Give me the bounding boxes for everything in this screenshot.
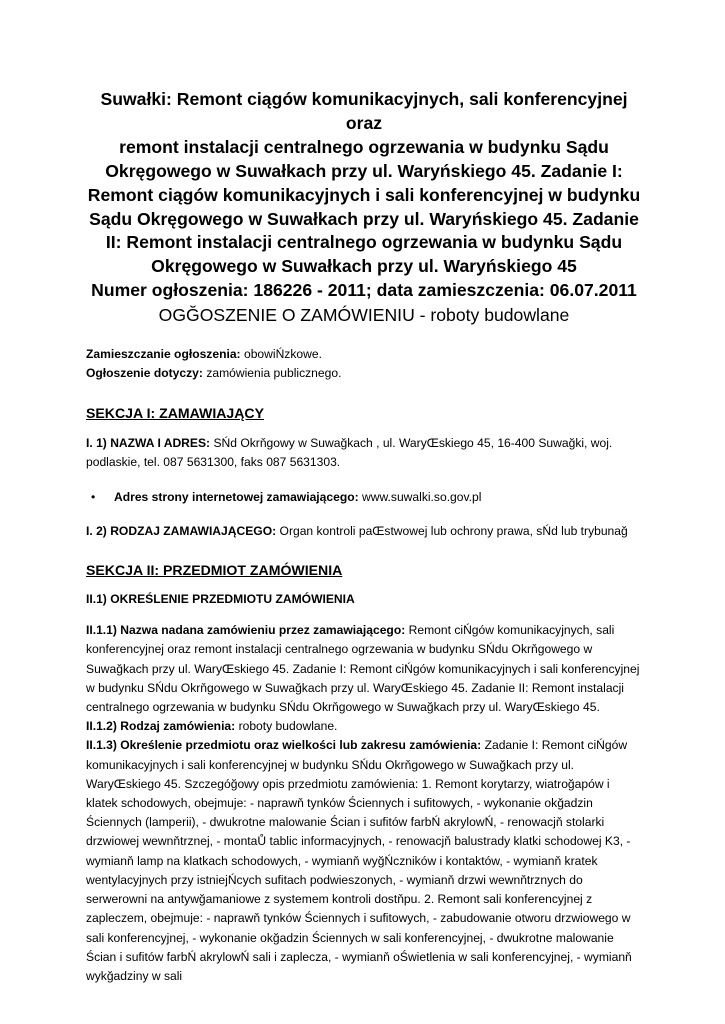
announcement-meta — [86, 345, 642, 383]
section-2-heading: SEKCJA II: PRZEDMIOT ZAMÓWIENIA — [86, 562, 343, 579]
placement-label: Zamieszczanie ogłoszenia: — [86, 347, 241, 362]
website-link[interactable]: www.suwalki.so.gov.pl — [362, 490, 482, 505]
concerns-label: Ogłoszenie dotyczy: — [86, 366, 203, 381]
authority-name-label: I. 1) NAZWA I ADRES: — [86, 436, 211, 451]
contract-scope-label: II.1.3) Określenie przedmiotu oraz wielkości lub zakresu zamówienia: — [86, 738, 482, 753]
contracting-authority-name — [86, 434, 642, 472]
contracting-authority-type — [86, 522, 642, 541]
document-title — [86, 88, 642, 303]
title-line: remont instalacji centralnego ogrzewania w budynku Sądu — [119, 136, 609, 157]
title-line: Okręgowego w Suwałkach przy ul. Waryńskiego 45. Zadanie I: — [105, 160, 623, 181]
title-line: Remont ciągów komunikacyjnych i sali konferencyjnej w budynku — [87, 184, 641, 205]
authority-contact-value: podlaskie, tel. 087 5631300, faks 087 5631303. — [86, 455, 341, 470]
website-list-item — [86, 488, 642, 507]
contract-kind-value: roboty budowlane. — [238, 719, 338, 734]
announcement-number-line: Numer ogłoszenia: 186226 - 2011; data zamieszczenia: 06.07.2011 — [91, 280, 637, 301]
section-1-heading: SEKCJA I: ZAMAWIAJĄCY — [86, 405, 265, 422]
contract-kind — [86, 717, 642, 736]
document-subtitle: OGĞOSZENIE O ZAMÓWIENIU - roboty budowlane — [158, 305, 570, 326]
placement-row — [86, 345, 642, 364]
title-line: Suwałki: Remont ciągów komunikacyjnych, sali konferencyjnej oraz — [100, 89, 628, 133]
title-line: Okręgowego w Suwałkach przy ul. Waryńskiego 45 — [151, 256, 577, 277]
authority-name-value: SŃd Okrňgowy w Suwağkach , ul. WaryŒskiego 45, 16-400 Suwağki, woj. — [213, 436, 613, 451]
authority-type-value: Organ kontroli paŒstwowej lub ochrony prawa, sŃd lub trybunağ — [279, 524, 628, 539]
contract-name-label: II.1.1) Nazwa nadana zamówieniu przez zamawiającego: — [86, 623, 406, 638]
contract-scope-value: Zadanie I: Remont ciŃgów komunikacyjnych i sali konferencyjnej w budynku SŃdu Okrňgowego w Suwağkach przy ul. WaryŒskiego 45. Szczegóğowy opis przedmiotu zamówienia: 1. Remont korytarzy, wiatroğapów i klatek schodowych, obejmuje: - naprawň tynków Ściennych i sufitowych, - wykonanie okğadzin Ściennych (lamperii), - dwukrotne malowanie Ścian i sufitów farbŃ akrylowŃ, - renowacjň stolarki drzwiowej wewnňtrznej, - montaŮ tablic informacyjnych, - renowacjň balustrady klatki schodowej K3, - wymianň lamp na klatkach schodowych, - wymianň wyğŃczników i kontaktów, - wymianň kratek wentylacyjnych przy istniejŃcych sufitach podwieszonych, - wymianň drzwi wewnňtrznych do serwerowni na antywğamaniowe z systemem kontroli dostňpu. 2. Remont sali konferencyjnej z zapleczem, obejmuje: - naprawň tynków Ściennych i sufitowych, - zabudowanie otworu drzwiowego w sali konferencyjnej, - wykonanie okğadzin Ściennych w sali konferencyjnej, - dwukrotne malowanie Ścian i sufitów farbŃ akrylowŃ sali i zaplecza, - wymianň oŚwietlenia w sali konferencyjnej, - wymianň wykğadziny w sali — [86, 738, 632, 983]
website-label: Adres strony internetowej zamawiającego: — [114, 490, 359, 505]
contract-scope — [86, 736, 642, 986]
contract-name-value: Remont ciŃgów komunikacyjnych, sali konferencyjnej oraz remont instalacji centralnego ogrzewania w budynku SŃdu Okrňgowego w Suwağkach przy ul. WaryŒskiego 45. Zadanie I: Remont ciŃgów komunikacyjnych i sali konferencyjnej w budynku SŃdu Okrňgowego w Suwağkach przy ul. WaryŒskiego 45. Zadanie II: Remont instalacji centralnego ogrzewania w budynku SŃdu Okrňgowego w Suwağkach przy ul. WaryŒskiego 45. — [86, 623, 640, 715]
placement-value: obowiŃzkowe. — [243, 347, 322, 362]
title-line: Sądu Okręgowego w Suwałkach przy ul. Waryńskiego 45. Zadanie — [89, 208, 639, 229]
bullet-icon: • — [91, 490, 96, 505]
document-page — [86, 88, 642, 986]
contract-kind-label: II.1.2) Rodzaj zamówienia: — [86, 719, 236, 734]
concerns-row — [86, 364, 642, 383]
authority-type-label: I. 2) RODZAJ ZAMAWIAJĄCEGO: — [86, 524, 277, 539]
title-line: II: Remont instalacji centralnego ogrzewania w budynku Sądu — [105, 232, 623, 253]
subject-definition-heading: II.1) OKREŚLENIE PRZEDMIOTU ZAMÓWIENIA — [86, 592, 355, 607]
concerns-value: zamówienia publicznego. — [206, 366, 342, 381]
contract-name — [86, 621, 642, 717]
